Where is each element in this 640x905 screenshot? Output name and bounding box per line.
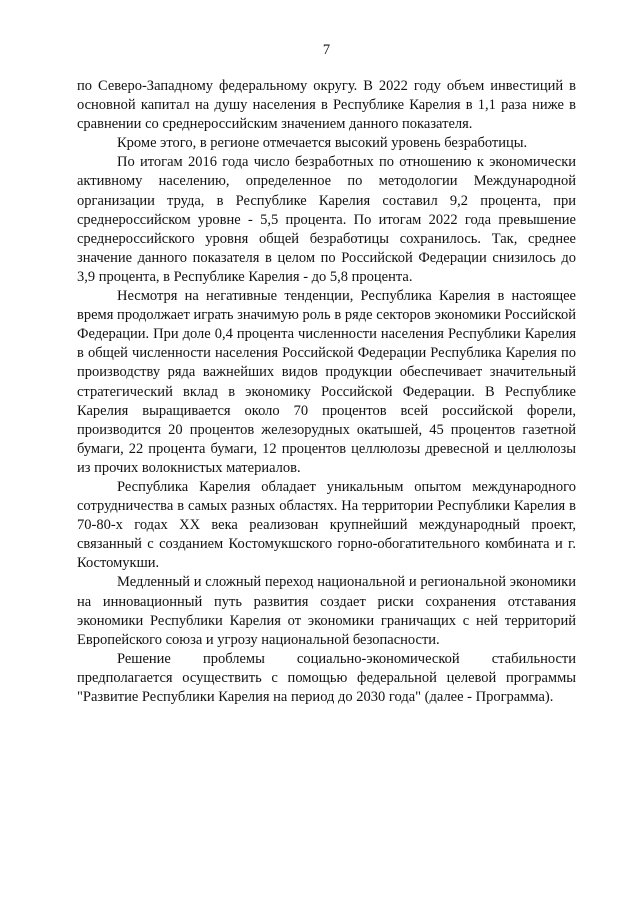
page-number: 7 — [322, 42, 331, 58]
paragraph-innovation-risks: Медленный и сложный переход национальной и региональной экономики на инновационный путь развития создает риски сохранения отставания экономики Республики Карелия от экономики граничащих с ней территорий Европейского союза и угрозу национальной безопасности. — [77, 574, 576, 648]
paragraph-program: Решение проблемы социально-экономической стабильности предполагается осуществить с помощью федеральной целевой программы "Развитие Республики Карелия на период до 2030 года" (далее - Программа). — [77, 650, 576, 705]
paragraph-unemployment-stats: По итогам 2016 года число безработных по отношению к экономически активному населению, определенное по методологии Международной организации труда, в Республике Карелия составил 9,2 процента, при среднероссийском уровне - 5,5 процента. По итогам 2022 года превышение среднероссийского уровня общей безработицы сохранилось. Так, среднее значение данного показателя в целом по Российской Федерации снизилось до 3,9 процента, в Республике Карелия - до 5,8 процента. — [77, 154, 576, 285]
paragraph-unemployment-intro: Кроме этого, в регионе отмечается высокий уровень безработицы. — [117, 135, 528, 152]
paragraph-investment: по Северо-Западному федеральному округу. В 2022 году объем инвестиций в основной капитал на душу населения в Республике Карелия в 1,1 раза ниже в сравнении со среднероссийским значением данного показателя. — [77, 78, 576, 133]
paragraph-international-cooperation: Республика Карелия обладает уникальным опытом международного сотрудничества в самых разных областях. На территории Республики Карелия в 70-80-х годах XX века реализован крупнейший международный проект, связанный с созданием Костомукшского горно-обогатительного комбината и г. Костомукши. — [77, 478, 576, 572]
paragraph-economic-role: Несмотря на негативные тенденции, Республика Карелия в настоящее время продолжает играть значимую роль в ряде секторов экономики Российской Федерации. При доле 0,4 процента численности населения Республики Карелия в общей численности населения Российской Федерации Республика Карелия по производству ряда важнейших видов продукции обеспечивает значительный стратегический вклад в экономику Российской Федерации. В Республике Карелия выращивается около 70 процентов всей российской форели, производится 20 процентов железорудных окатышей, 45 процентов газетной бумаги, 22 процента бумаги, 12 процентов целлюлозы древесной и целлюлозы из прочих волокнистых материалов. — [77, 288, 576, 476]
